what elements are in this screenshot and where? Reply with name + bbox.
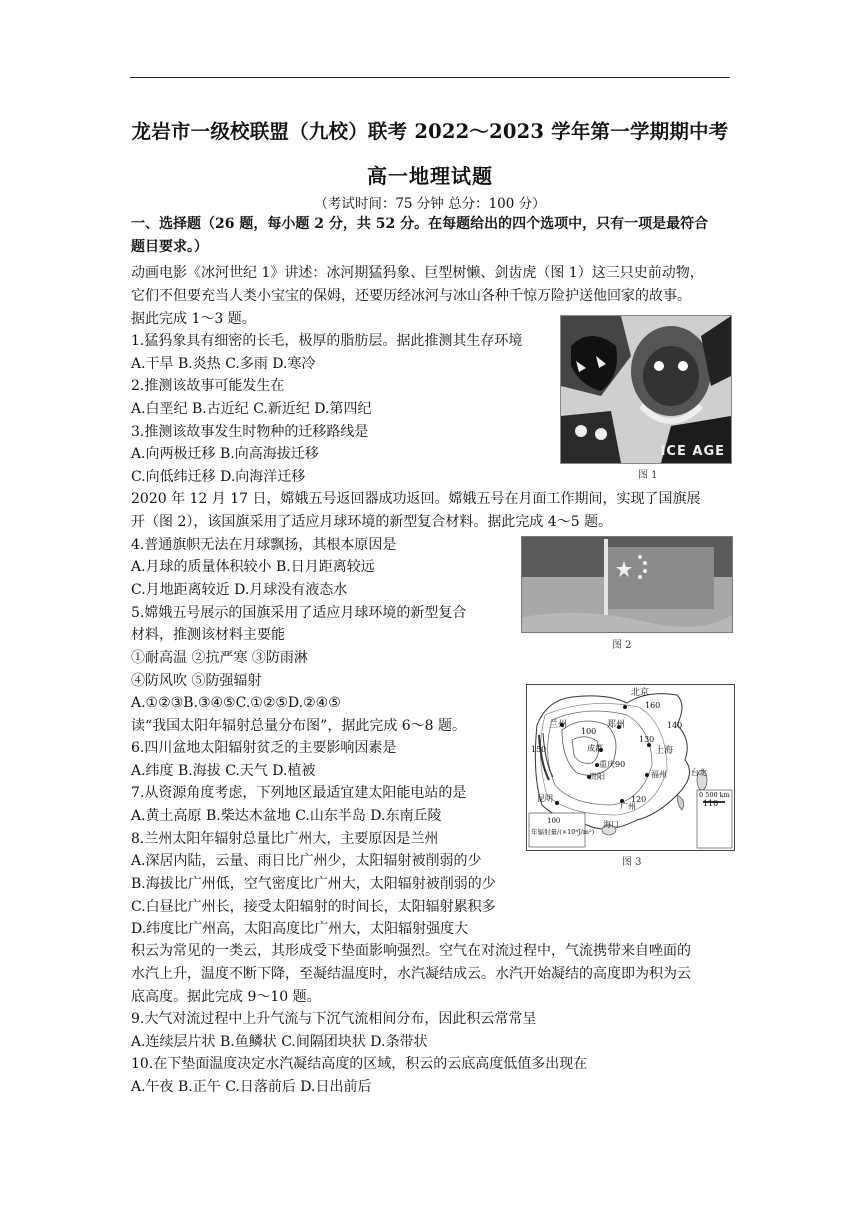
- passage1-line1: 动画电影《冰河世纪 1》讲述：冰河期猛犸象、巨型树懒、剑齿虎（图 1）这三只史前动物，: [131, 265, 704, 281]
- legend-label: 年辐射量/(×10⁸J/m²): [531, 828, 595, 836]
- exam-subtitle: 高一地理试题: [367, 164, 493, 188]
- q3-stem: 3.推测该故事发生时物种的迁移路线是: [131, 424, 369, 440]
- map-label-chongqing: 重庆90: [599, 760, 626, 769]
- q3-options-2: C.向低纬迁移 D.向海洋迁移: [131, 469, 306, 485]
- passage4-line1: 积云为常见的一类云，其形成受下垫面影响强烈。空气在对流过程中，气流携带来自唑面的: [131, 943, 691, 959]
- map-label-beijing: 北京: [631, 688, 650, 698]
- map-label-guangzhou: 广州: [620, 802, 636, 811]
- q1-stem: 1.猛犸象具有细密的长毛，极厚的脂肪层。据此推测其生存环境: [131, 333, 523, 349]
- figure2-image: [521, 536, 733, 633]
- q5-items-1: ①耐高温 ②抗严寒 ③防雨淋: [131, 650, 308, 666]
- ice-age-illustration: [561, 316, 731, 463]
- figure1-caption: 图 1: [638, 470, 658, 481]
- figure2-caption: 图 2: [612, 640, 632, 651]
- isoline-130: 130: [639, 735, 655, 744]
- q5-items-2: ④防风吹 ⑤防强辐射: [131, 673, 262, 689]
- isoline-140: 140: [667, 721, 683, 730]
- isoline-160: 160: [645, 701, 661, 710]
- map-label-haikou: 海口: [603, 820, 619, 829]
- exam-info: （考试时间：75 分钟 总分：100 分）: [314, 196, 546, 212]
- exam-title: 龙岩市一级校联盟（九校）联考 2022～2023 学年第一学期期中考: [131, 120, 729, 143]
- map-label-lanzhou: 兰州: [549, 720, 568, 730]
- q9-options: A.连续层片状 B.鱼鳞状 C.间隔团块状 D.条带状: [131, 1034, 428, 1050]
- map-scale: 0 500 km: [699, 791, 730, 799]
- map-label-fuzhou: 福州: [651, 770, 667, 779]
- q7-stem: 7.从资源角度考虑，下列地区最适宜建太阳能电站的是: [131, 785, 467, 801]
- q5-stem-2: 材料，推测该材料主要能: [131, 627, 285, 643]
- q6-stem: 6.四川盆地太阳辐射贫乏的主要影响因素是: [131, 740, 397, 756]
- figure3-map: [526, 684, 735, 851]
- q1-options: A.干旱 B.炎热 C.多雨 D.寒冷: [131, 356, 316, 372]
- q4-options-1: A.月球的质量体积较小 B.日月距离较远: [131, 559, 375, 575]
- map-label-zhengzhou: 郑州: [607, 720, 626, 730]
- passage3: 读“我国太阳年辐射总量分布图”，据此完成 6～8 题。: [131, 718, 467, 734]
- q5-stem-1: 5.嫦娥五号展示的国旗采用了适应月球环境的新型复合: [131, 605, 467, 621]
- passage1-line2: 它们不但要充当人类小宝宝的保姆，还要历经冰河与冰山各种千惊万险护送他回家的故事。: [131, 288, 691, 304]
- q6-options: A.纬度 B.海拔 C.天气 D.植被: [131, 763, 316, 779]
- q4-options-2: C.月地距离较近 D.月球没有液态水: [131, 582, 348, 598]
- passage2-line1: 2020 年 12 月 17 日，嫦娥五号返回器成功返回。嫦娥五号在月面工作期间，实现了国旗展: [131, 491, 701, 507]
- q2-options: A.白垩纪 B.古近纪 C.新近纪 D.第四纪: [131, 401, 372, 417]
- section-heading-line2: 题目要求。）: [131, 239, 208, 255]
- isoline-120: 120: [631, 795, 647, 804]
- q8-option-b: B.海拔比广州低，空气密度比广州大，太阳辐射被削弱的少: [131, 876, 496, 892]
- ice-age-logo-text: ICE AGE: [660, 444, 725, 459]
- map-label-guiyang: 贵阳: [589, 772, 605, 781]
- moon-flag-photo: [522, 537, 732, 632]
- q4-stem: 4.普通旗帜无法在月球飘扬，其根本原因是: [131, 537, 397, 553]
- q2-stem: 2.推测该故事可能发生在: [131, 378, 285, 394]
- q10-stem: 10.在下垫面温度决定水汽凝结高度的区域，积云的云底高度低值多出现在: [131, 1056, 588, 1072]
- legend-value: 100: [547, 817, 561, 825]
- map-label-shanghai: 上海: [655, 746, 674, 756]
- q8-option-a: A.深居内陆，云量、雨日比广州少，太阳辐射被削弱的少: [131, 853, 482, 869]
- isoline-110: 110: [703, 799, 719, 808]
- isoline-150: 150: [531, 745, 547, 754]
- map-label-kunming: 昆明: [537, 794, 553, 803]
- q8-option-c: C.白昼比广州长，接受太阳辐射的时间长，太阳辐射累积多: [131, 899, 496, 915]
- map-label-chengdu: 成都: [587, 744, 603, 753]
- passage4-line3: 底高度。据此完成 9～10 题。: [131, 989, 321, 1005]
- figure1-image: [560, 315, 732, 464]
- figure3-caption: 图 3: [622, 857, 642, 868]
- header-rule: [130, 77, 730, 78]
- isoline-100: 100: [581, 727, 597, 736]
- section-heading-line1: 一、选择题（26 题，每小题 2 分，共 52 分。在每题给出的四个选项中，只有一项是最符合: [131, 216, 709, 232]
- q8-option-d: D.纬度比广州高，太阳高度比广州大，太阳辐射强度大: [131, 921, 469, 937]
- q5-options: A.①②③B.③④⑤C.①②⑤D.②④⑤: [131, 695, 341, 711]
- q8-stem: 8.兰州太阳年辐射总量比广州大，主要原因是兰州: [131, 831, 439, 847]
- passage4-line2: 水汽上升，温度不断下降，至凝结温度时，水汽凝结成云。水汽开始凝结的高度即为积为云: [131, 966, 691, 982]
- passage1-line3: 据此完成 1～3 题。: [131, 311, 256, 327]
- passage2-line2: 开（图 2），该国旗采用了适应月球环境的新型复合材料。据此完成 4～5 题。: [131, 514, 613, 530]
- q10-options: A.午夜 B.正午 C.日落前后 D.日出前后: [131, 1079, 372, 1095]
- map-label-taibei: 台北: [691, 768, 707, 777]
- q3-options-1: A.向两极迁移 B.向高海拔迁移: [131, 446, 319, 462]
- q7-options: A.黄土高原 B.柴达木盆地 C.山东半岛 D.东南丘陵: [131, 808, 442, 824]
- q9-stem: 9.大气对流过程中上升气流与下沉气流相间分布，因此积云常常呈: [131, 1011, 537, 1027]
